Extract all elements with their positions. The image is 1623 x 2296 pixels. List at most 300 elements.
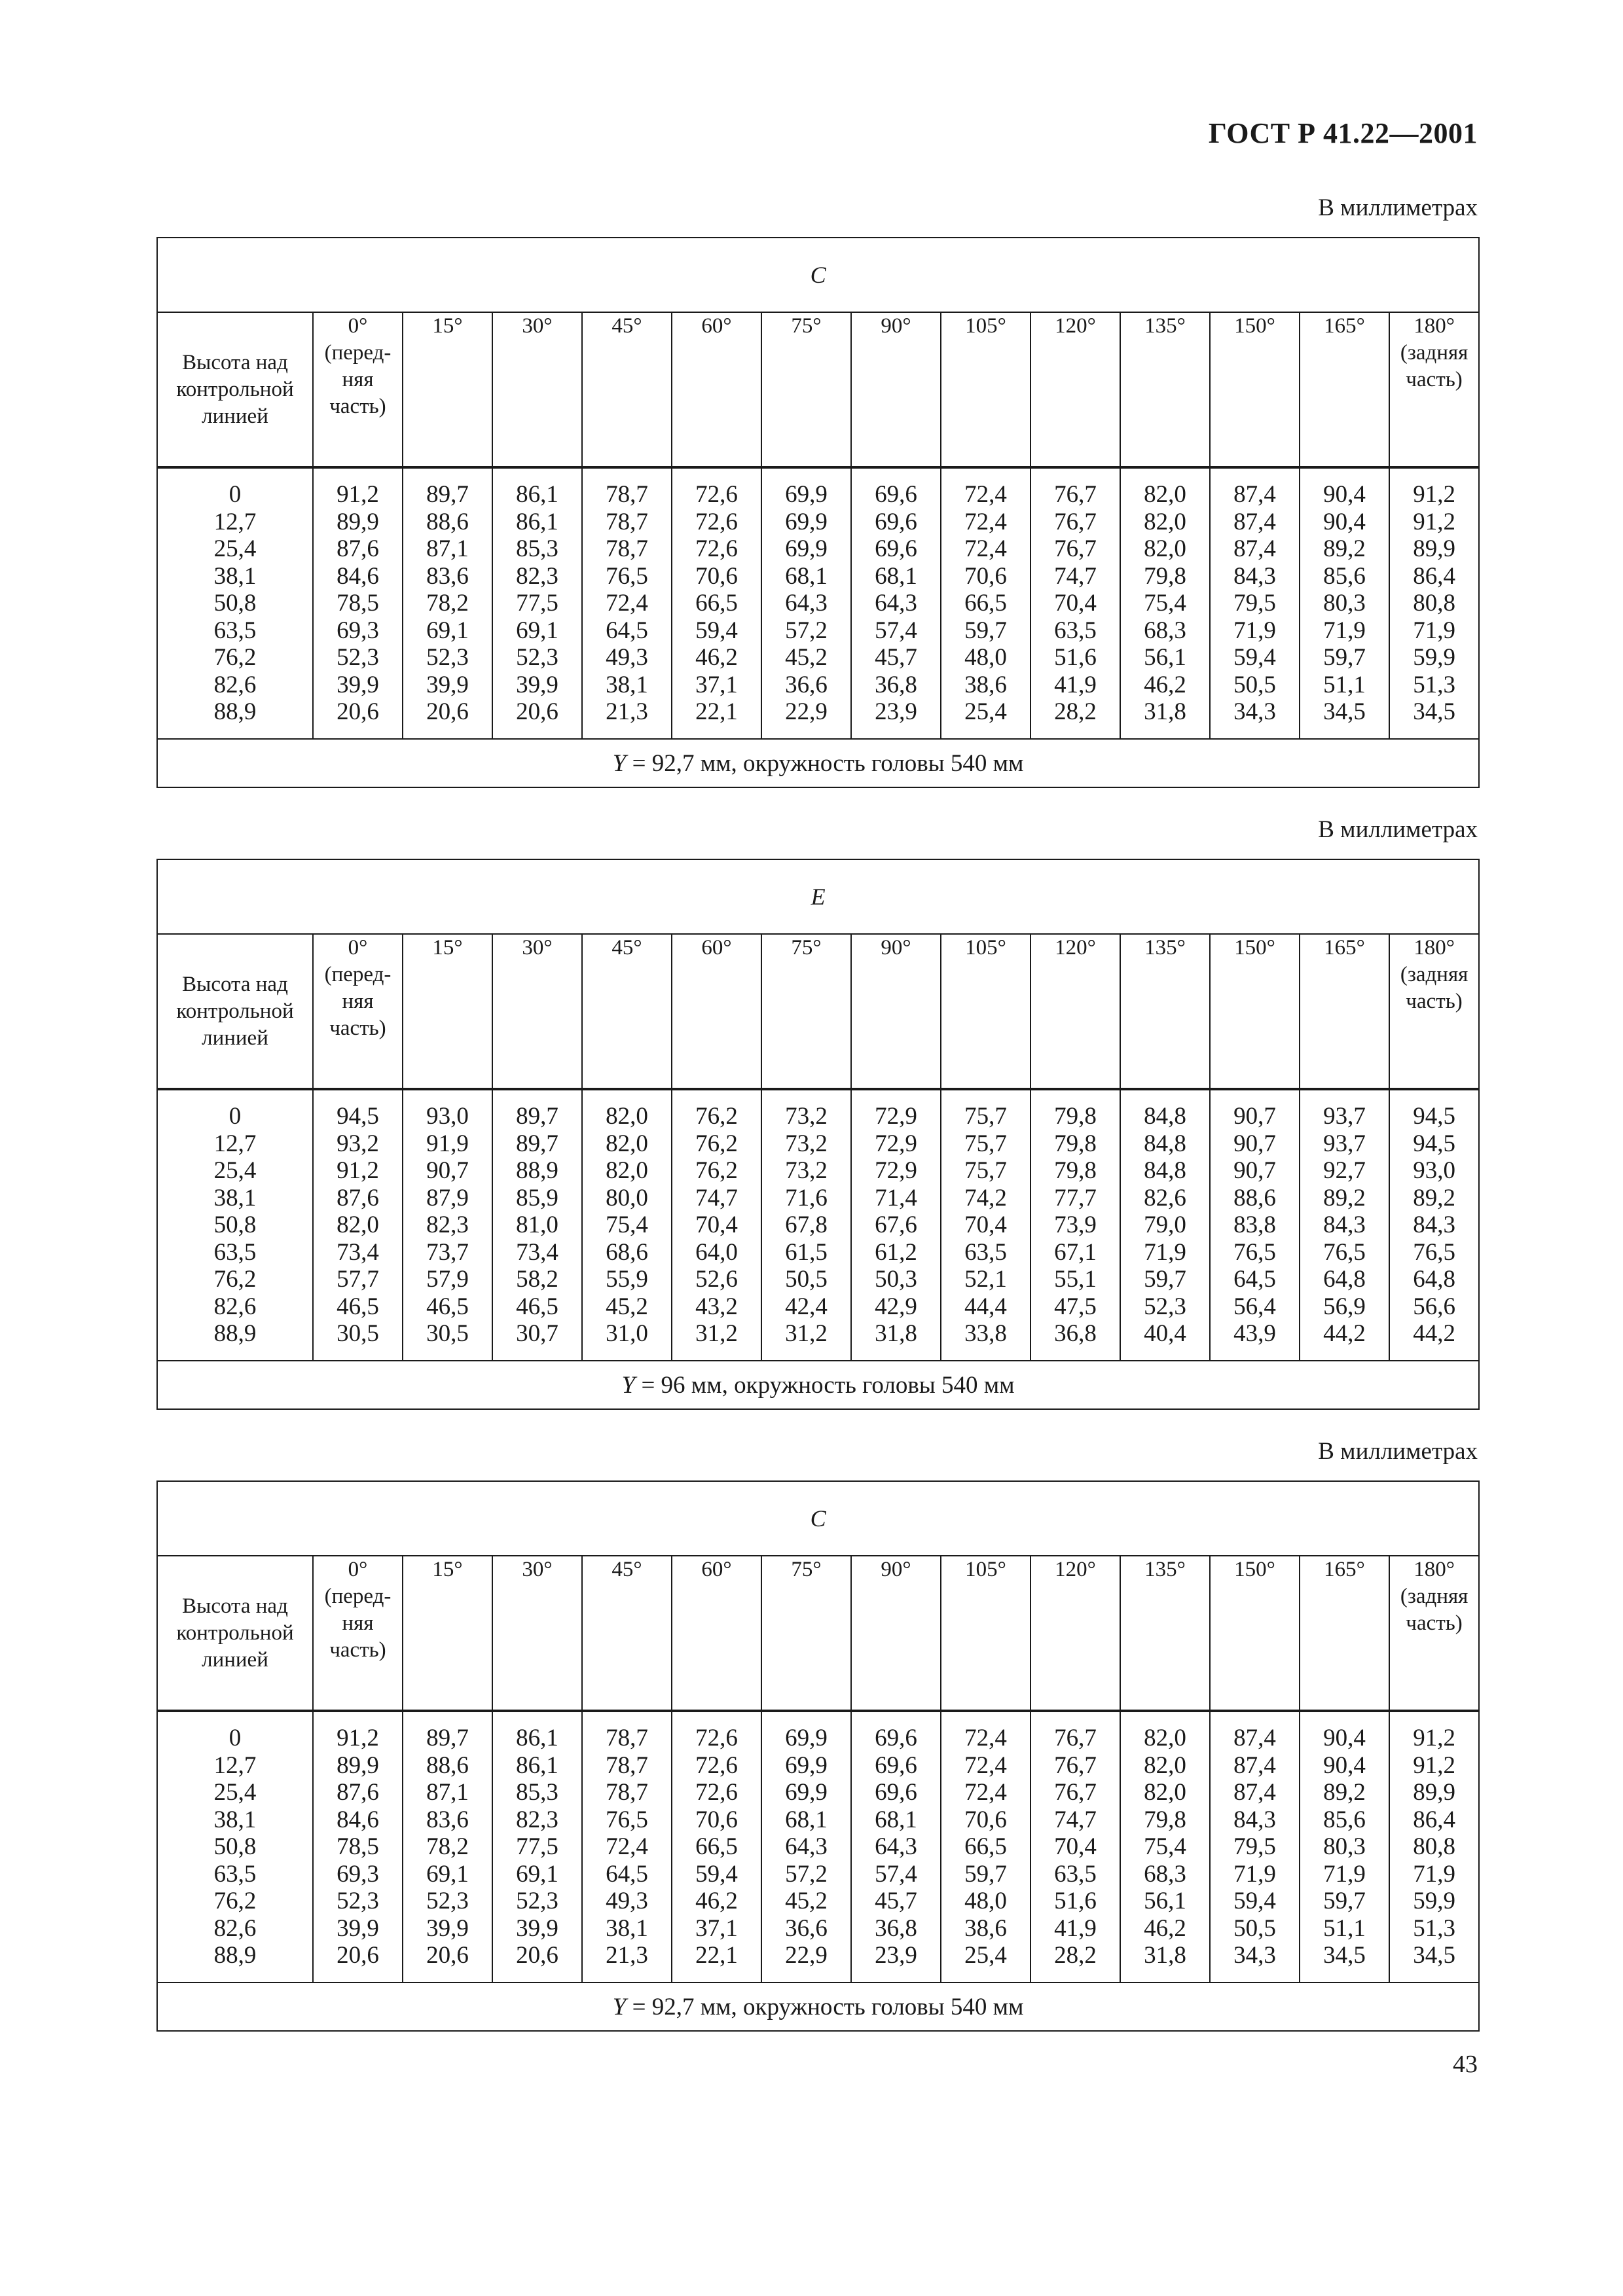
table-cell-value: 76,5 <box>1323 1238 1366 1266</box>
table-cell-value: 69,6 <box>875 1725 917 1752</box>
table-footnote <box>157 739 1479 787</box>
table-cell-value: 88,6 <box>426 1751 469 1779</box>
table-cell-value: 85,6 <box>1323 562 1366 590</box>
table-cell-value: 72,6 <box>695 1779 738 1806</box>
table-cell-value: 91,9 <box>426 1130 469 1157</box>
table-cell-value: 59,7 <box>1323 644 1366 672</box>
table-cell-value: 69,1 <box>516 617 558 644</box>
table-cell-value: 34,3 <box>1233 698 1276 726</box>
table-cell-value: 76,5 <box>1233 1238 1276 1266</box>
table-cell-value: 69,9 <box>785 1779 828 1806</box>
table-cell-value: 80,8 <box>1413 1833 1455 1861</box>
angle-values-cell <box>492 468 582 739</box>
table-cell-value: 31,8 <box>875 1320 917 1348</box>
table-cell-value: 71,9 <box>1233 1860 1276 1888</box>
table-cell-value: 46,5 <box>426 1293 469 1320</box>
table-cell-value: 89,2 <box>1323 1184 1366 1211</box>
table-cell-value: 90,7 <box>1233 1103 1276 1130</box>
measurement-table <box>156 237 1480 788</box>
angle-values-cell <box>1210 1712 1300 1982</box>
angle-column-header: 90° <box>851 934 941 1088</box>
table-cell-value: 87,4 <box>1233 508 1276 535</box>
table-cell-value: 36,6 <box>785 1914 828 1942</box>
table-cell-value: 64,0 <box>695 1238 738 1266</box>
table-cell-value: 34,5 <box>1413 1942 1455 1969</box>
height-value: 12,7 <box>213 1751 257 1779</box>
angle-column-header: 15° <box>403 312 492 467</box>
table-cell-value: 59,7 <box>1323 1888 1366 1915</box>
angle-values-cell <box>941 1712 1030 1982</box>
table-cell-value: 78,5 <box>337 1833 379 1861</box>
angle-column-header: 120° <box>1030 934 1120 1088</box>
angle-values-cell <box>1389 1090 1479 1361</box>
table-cell-value: 86,1 <box>516 508 558 535</box>
table-cell-value: 72,4 <box>964 481 1007 509</box>
table-cell-value: 70,6 <box>964 1806 1007 1833</box>
angle-values-cell <box>1120 468 1210 739</box>
table-cell-value: 89,7 <box>516 1130 558 1157</box>
table-cell-value: 51,3 <box>1413 1914 1455 1942</box>
table-cell-value: 82,6 <box>1144 1184 1186 1211</box>
table-cell-value: 68,1 <box>875 562 917 590</box>
table-cell-value: 52,1 <box>964 1266 1007 1293</box>
angle-column-header: 135° <box>1120 934 1210 1088</box>
table-cell-value: 72,9 <box>875 1130 917 1157</box>
table-cell-value: 31,2 <box>695 1320 738 1348</box>
unit-note: В миллиметрах <box>1318 816 1478 843</box>
table-cell-value: 70,4 <box>1054 1833 1097 1861</box>
table-cell-value: 25,4 <box>964 1942 1007 1969</box>
table-cell-value: 84,8 <box>1144 1103 1186 1130</box>
table-cell-value: 45,2 <box>606 1293 648 1320</box>
table-footnote <box>157 1361 1479 1409</box>
table-cell-value: 57,2 <box>785 1860 828 1888</box>
table-cell-value: 41,9 <box>1054 671 1097 698</box>
table-cell-value: 88,6 <box>426 508 469 535</box>
angle-column-header: 150° <box>1210 1556 1300 1710</box>
table-cell-value: 31,8 <box>1144 1942 1186 1969</box>
table-cell-value: 72,6 <box>695 535 738 563</box>
angle-values-cell <box>1030 1712 1120 1982</box>
table-cell-value: 67,1 <box>1054 1238 1097 1266</box>
table-cell-value: 84,3 <box>1233 562 1276 590</box>
table-cell-value: 57,2 <box>785 617 828 644</box>
table-cell-value: 46,5 <box>516 1293 558 1320</box>
height-value: 25,4 <box>213 535 257 563</box>
angle-column-header: 30° <box>492 312 582 467</box>
table-cell-value: 38,1 <box>606 1914 648 1942</box>
table-cell-value: 72,4 <box>964 1751 1007 1779</box>
angle-values-cell <box>582 1712 672 1982</box>
table-cell-value: 77,5 <box>516 1833 558 1861</box>
table-cell-value: 93,0 <box>1413 1157 1455 1185</box>
table-cell-value: 82,0 <box>1144 481 1186 509</box>
angle-column-header: 75° <box>761 934 851 1088</box>
table-cell-value: 41,9 <box>1054 1914 1097 1942</box>
footnote-text: = 92,7 мм, окружность головы 540 мм <box>626 749 1024 777</box>
table-cell-value: 89,2 <box>1323 1779 1366 1806</box>
table-cell-value: 79,5 <box>1233 590 1276 617</box>
table-cell-value: 64,5 <box>606 1860 648 1888</box>
table-cell-value: 38,1 <box>606 671 648 698</box>
table-cell-value: 83,8 <box>1233 1211 1276 1239</box>
table-cell-value: 84,3 <box>1413 1211 1455 1239</box>
angle-column-header: 135° <box>1120 1556 1210 1710</box>
table-cell-value: 43,9 <box>1233 1320 1276 1348</box>
table-cell-value: 57,4 <box>875 1860 917 1888</box>
table-cell-value: 69,1 <box>426 1860 469 1888</box>
table-cell-value: 82,3 <box>426 1211 469 1239</box>
table-cell-value: 86,4 <box>1413 1806 1455 1833</box>
table-cell-value: 69,6 <box>875 508 917 535</box>
height-value: 63,5 <box>213 617 257 644</box>
table-cell-value: 91,2 <box>337 481 379 509</box>
table-cell-value: 64,3 <box>875 1833 917 1861</box>
table-cell-value: 78,7 <box>606 535 648 563</box>
height-value: 38,1 <box>213 562 257 590</box>
table-cell-value: 50,3 <box>875 1266 917 1293</box>
table-cell-value: 59,9 <box>1413 1888 1455 1915</box>
table-cell-value: 84,6 <box>337 1806 379 1833</box>
angle-values-cell <box>1120 1090 1210 1361</box>
table-cell-value: 91,2 <box>337 1725 379 1752</box>
height-value: 50,8 <box>213 1211 257 1239</box>
measurement-table <box>156 1480 1480 2032</box>
table-cell-value: 70,4 <box>964 1211 1007 1239</box>
table-cell-value: 70,6 <box>695 1806 738 1833</box>
footnote-variable: Y <box>612 749 627 777</box>
angle-values-cell <box>761 1712 851 1982</box>
table-cell-value: 42,4 <box>785 1293 828 1320</box>
table-cell-value: 72,4 <box>964 1725 1007 1752</box>
table-cell-value: 79,8 <box>1144 562 1186 590</box>
table-cell-value: 64,3 <box>785 1833 828 1861</box>
table-cell-value: 59,4 <box>1233 644 1276 672</box>
angle-column-header: 105° <box>941 934 1030 1088</box>
table-cell-value: 85,6 <box>1323 1806 1366 1833</box>
angle-values-cell <box>761 468 851 739</box>
table-cell-value: 82,0 <box>1144 535 1186 563</box>
table-cell-value: 80,3 <box>1323 1833 1366 1861</box>
table-footnote <box>157 1982 1479 2031</box>
table-cell-value: 83,6 <box>426 1806 469 1833</box>
table-cell-value: 45,2 <box>785 644 828 672</box>
table-cell-value: 52,6 <box>695 1266 738 1293</box>
angle-column-header: 15° <box>403 934 492 1088</box>
angle-column-header: 75° <box>761 312 851 467</box>
angle-column-header: 60° <box>672 1556 761 1710</box>
table-cell-value: 69,9 <box>785 1751 828 1779</box>
angle-values-cell <box>851 1090 941 1361</box>
table-cell-value: 31,8 <box>1144 698 1186 726</box>
table-cell-value: 20,6 <box>516 698 558 726</box>
table-cell-value: 46,5 <box>337 1293 379 1320</box>
table-cell-value: 91,2 <box>1413 481 1455 509</box>
table-cell-value: 59,7 <box>964 1860 1007 1888</box>
table-cell-value: 91,2 <box>1413 1725 1455 1752</box>
table-cell-value: 49,3 <box>606 644 648 672</box>
table-cell-value: 66,5 <box>964 1833 1007 1861</box>
height-value: 50,8 <box>213 1833 257 1861</box>
table-cell-value: 82,0 <box>606 1130 648 1157</box>
angle-column-header: 45° <box>582 312 672 467</box>
table-cell-value: 64,8 <box>1413 1266 1455 1293</box>
table-cell-value: 34,5 <box>1413 698 1455 726</box>
table-cell-value: 86,1 <box>516 481 558 509</box>
table-cell-value: 67,6 <box>875 1211 917 1239</box>
table-cell-value: 59,7 <box>964 617 1007 644</box>
table-cell-value: 73,2 <box>785 1130 828 1157</box>
table-cell-value: 82,0 <box>606 1103 648 1130</box>
angle-column-header: 30° <box>492 934 582 1088</box>
table-cell-value: 36,6 <box>785 671 828 698</box>
table-cell-value: 78,7 <box>606 1779 648 1806</box>
table-cell-value: 75,4 <box>1144 590 1186 617</box>
table-cell-value: 44,4 <box>964 1293 1007 1320</box>
table-cell-value: 36,8 <box>1054 1320 1097 1348</box>
table-cell-value: 79,5 <box>1233 1833 1276 1861</box>
table-cell-value: 38,6 <box>964 671 1007 698</box>
table-cell-value: 69,1 <box>516 1860 558 1888</box>
table-cell-value: 68,1 <box>785 1806 828 1833</box>
table-cell-value: 36,8 <box>875 671 917 698</box>
table-cell-value: 33,8 <box>964 1320 1007 1348</box>
angle-values-cell <box>1210 1090 1300 1361</box>
table-cell-value: 90,7 <box>1233 1130 1276 1157</box>
table-cell-value: 46,2 <box>695 1888 738 1915</box>
table-cell-value: 57,4 <box>875 617 917 644</box>
table-cell-value: 51,1 <box>1323 1914 1366 1942</box>
angle-column-header: 120° <box>1030 312 1120 467</box>
height-value: 63,5 <box>213 1238 257 1266</box>
table-cell-value: 64,5 <box>1233 1266 1276 1293</box>
angle-values-cell <box>1120 1712 1210 1982</box>
table-cell-value: 52,3 <box>516 1888 558 1915</box>
angle-values-cell <box>313 1090 403 1361</box>
table-cell-value: 75,4 <box>1144 1833 1186 1861</box>
table-cell-value: 93,7 <box>1323 1103 1366 1130</box>
table-cell-value: 21,3 <box>606 698 648 726</box>
table-cell-value: 22,1 <box>695 1942 738 1969</box>
height-value: 38,1 <box>213 1806 257 1833</box>
table-cell-value: 34,5 <box>1323 1942 1366 1969</box>
table-cell-value: 80,8 <box>1413 590 1455 617</box>
table-cell-value: 82,0 <box>1144 508 1186 535</box>
table-cell-value: 23,9 <box>875 698 917 726</box>
angle-values-cell <box>941 468 1030 739</box>
footnote-variable: Y <box>621 1371 636 1399</box>
table-cell-value: 81,0 <box>516 1211 558 1239</box>
table-cell-value: 85,3 <box>516 535 558 563</box>
table-cell-value: 92,7 <box>1323 1157 1366 1185</box>
table-cell-value: 86,4 <box>1413 562 1455 590</box>
table-cell-value: 80,3 <box>1323 590 1366 617</box>
table-cell-value: 48,0 <box>964 644 1007 672</box>
table-cell-value: 80,0 <box>606 1184 648 1211</box>
table-cell-value: 76,5 <box>606 562 648 590</box>
table-cell-value: 70,6 <box>964 562 1007 590</box>
table-cell-value: 55,9 <box>606 1266 648 1293</box>
table-cell-value: 50,5 <box>1233 1914 1276 1942</box>
table-cell-value: 89,9 <box>337 508 379 535</box>
height-value: 38,1 <box>213 1184 257 1211</box>
table-cell-value: 71,9 <box>1144 1238 1186 1266</box>
table-cell-value: 78,7 <box>606 481 648 509</box>
table-cell-value: 37,1 <box>695 1914 738 1942</box>
height-value: 25,4 <box>213 1779 257 1806</box>
table-cell-value: 44,2 <box>1413 1320 1455 1348</box>
height-value: 0 <box>228 1103 242 1130</box>
table-cell-value: 72,4 <box>606 1833 648 1861</box>
table-cell-value: 71,9 <box>1323 1860 1366 1888</box>
table-cell-value: 61,2 <box>875 1238 917 1266</box>
angle-values-cell <box>851 1712 941 1982</box>
angle-column-header: 165° <box>1300 934 1389 1088</box>
table-cell-value: 59,9 <box>1413 644 1455 672</box>
table-cell-value: 51,6 <box>1054 644 1097 672</box>
height-value: 0 <box>228 481 242 509</box>
angle-values-cell <box>672 468 761 739</box>
angle-values-cell <box>403 1712 492 1982</box>
angle-values-cell <box>1030 468 1120 739</box>
table-cell-value: 43,2 <box>695 1293 738 1320</box>
table-cell-value: 87,1 <box>426 535 469 563</box>
table-cell-value: 39,9 <box>426 1914 469 1942</box>
table-cell-value: 45,7 <box>875 1888 917 1915</box>
table-cell-value: 90,7 <box>426 1157 469 1185</box>
table-cell-value: 52,3 <box>426 644 469 672</box>
table-cell-value: 48,0 <box>964 1888 1007 1915</box>
angle-column-header: 45° <box>582 1556 672 1710</box>
angle-column-header: 105° <box>941 1556 1030 1710</box>
table-cell-value: 77,7 <box>1054 1184 1097 1211</box>
height-values-cell <box>157 1090 313 1361</box>
angle-column-header: 165° <box>1300 312 1389 467</box>
table-cell-value: 70,6 <box>695 562 738 590</box>
angle-values-cell <box>313 1712 403 1982</box>
table-cell-value: 72,4 <box>606 590 648 617</box>
table-cell-value: 64,3 <box>785 590 828 617</box>
height-column-header: Высота над контрольной линией <box>157 312 313 467</box>
table-cell-value: 56,6 <box>1413 1293 1455 1320</box>
table-cell-value: 56,1 <box>1144 1888 1186 1915</box>
table-cell-value: 89,9 <box>1413 1779 1455 1806</box>
table-cell-value: 74,2 <box>964 1184 1007 1211</box>
table-cell-value: 89,9 <box>337 1751 379 1779</box>
table-cell-value: 93,2 <box>337 1130 379 1157</box>
table-cell-value: 39,9 <box>426 671 469 698</box>
table-cell-value: 87,4 <box>1233 1725 1276 1752</box>
angle-column-header: 75° <box>761 1556 851 1710</box>
table-cell-value: 76,7 <box>1054 1779 1097 1806</box>
table-cell-value: 52,3 <box>1144 1293 1186 1320</box>
table-cell-value: 76,7 <box>1054 535 1097 563</box>
table-cell-value: 66,5 <box>964 590 1007 617</box>
table-cell-value: 39,9 <box>516 1914 558 1942</box>
table-cell-value: 20,6 <box>337 1942 379 1969</box>
document-code: ГОСТ Р 41.22—2001 <box>1208 117 1478 149</box>
table-cell-value: 58,2 <box>516 1266 558 1293</box>
table-cell-value: 84,3 <box>1233 1806 1276 1833</box>
angle-column-header: 60° <box>672 312 761 467</box>
table-cell-value: 69,9 <box>785 508 828 535</box>
table-cell-value: 73,7 <box>426 1238 469 1266</box>
table-cell-value: 78,5 <box>337 590 379 617</box>
height-value: 88,9 <box>213 1320 257 1348</box>
table-cell-value: 63,5 <box>1054 617 1097 644</box>
table-cell-value: 72,4 <box>964 508 1007 535</box>
table-cell-value: 74,7 <box>695 1184 738 1211</box>
table-cell-value: 68,1 <box>875 1806 917 1833</box>
table-cell-value: 69,9 <box>785 481 828 509</box>
table-cell-value: 72,9 <box>875 1103 917 1130</box>
table-cell-value: 57,9 <box>426 1266 469 1293</box>
table-cell-value: 78,2 <box>426 1833 469 1861</box>
table-cell-value: 74,7 <box>1054 1806 1097 1833</box>
table-symbol: C <box>157 238 1479 312</box>
table-cell-value: 91,2 <box>337 1157 379 1185</box>
table-cell-value: 67,8 <box>785 1211 828 1239</box>
angle-column-header: 135° <box>1120 312 1210 467</box>
table-cell-value: 94,5 <box>337 1103 379 1130</box>
table-cell-value: 63,5 <box>1054 1860 1097 1888</box>
table-cell-value: 73,2 <box>785 1103 828 1130</box>
table-cell-value: 87,4 <box>1233 1751 1276 1779</box>
angle-column-header: 150° <box>1210 312 1300 467</box>
table-cell-value: 34,5 <box>1323 698 1366 726</box>
height-value: 25,4 <box>213 1157 257 1185</box>
table-cell-value: 71,9 <box>1413 617 1455 644</box>
table-cell-value: 68,3 <box>1144 617 1186 644</box>
table-cell-value: 89,7 <box>426 481 469 509</box>
table-cell-value: 46,2 <box>1144 671 1186 698</box>
table-cell-value: 59,4 <box>695 617 738 644</box>
table-cell-value: 63,5 <box>964 1238 1007 1266</box>
table-cell-value: 84,3 <box>1323 1211 1366 1239</box>
angle-values-cell <box>761 1090 851 1361</box>
height-values-cell <box>157 1712 313 1982</box>
table-cell-value: 90,7 <box>1233 1157 1276 1185</box>
table-cell-value: 69,3 <box>337 1860 379 1888</box>
table-cell-value: 85,3 <box>516 1779 558 1806</box>
table-cell-value: 73,4 <box>516 1238 558 1266</box>
angle-values-cell <box>851 468 941 739</box>
table-cell-value: 37,1 <box>695 671 738 698</box>
table-symbol: E <box>157 859 1479 934</box>
table-cell-value: 64,3 <box>875 590 917 617</box>
table-cell-value: 89,7 <box>516 1103 558 1130</box>
table-cell-value: 50,5 <box>1233 671 1276 698</box>
table-cell-value: 72,6 <box>695 1751 738 1779</box>
angle-column-header: 105° <box>941 312 1030 467</box>
height-value: 12,7 <box>213 1130 257 1157</box>
table-cell-value: 90,4 <box>1323 1725 1366 1752</box>
table-cell-value: 76,2 <box>695 1103 738 1130</box>
footnote-text: = 96 мм, окружность головы 540 мм <box>635 1371 1015 1399</box>
table-cell-value: 28,2 <box>1054 698 1097 726</box>
table-cell-value: 72,4 <box>964 535 1007 563</box>
table-cell-value: 49,3 <box>606 1888 648 1915</box>
table-cell-value: 76,2 <box>695 1130 738 1157</box>
table-cell-value: 89,2 <box>1323 535 1366 563</box>
table-cell-value: 76,5 <box>606 1806 648 1833</box>
table-cell-value: 66,5 <box>695 590 738 617</box>
unit-note: В миллиметрах <box>1318 1438 1478 1465</box>
angle-column-header: 150° <box>1210 934 1300 1088</box>
table-cell-value: 68,6 <box>606 1238 648 1266</box>
table-cell-value: 59,4 <box>1233 1888 1276 1915</box>
table-cell-value: 84,8 <box>1144 1157 1186 1185</box>
